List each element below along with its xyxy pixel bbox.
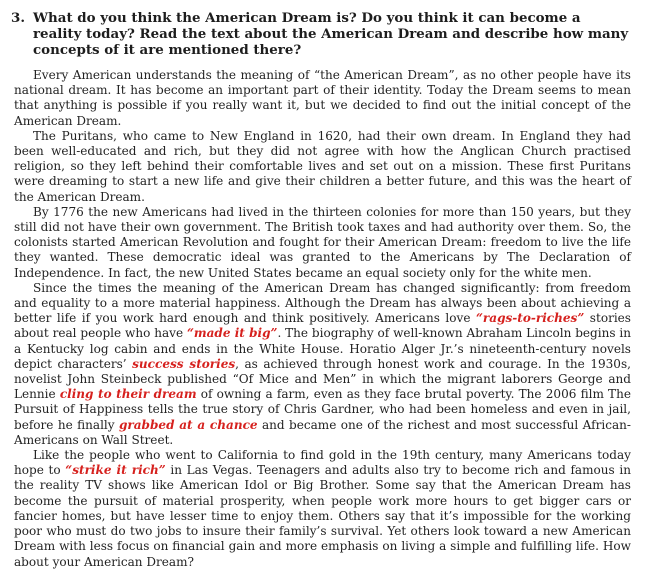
highlighted-phrase: “strike it rich” [65,463,166,478]
highlighted-phrase: success stories [132,356,236,371]
paragraph-text: stories about real people who have [14,311,631,341]
paragraph-text: Since the times the meaning of the American Dream has changed significantly: from freedom and equality to a more material happiness. Although the Dream has always been about achieving a better life if you work hard enough and think positively. Americans love [14,280,631,326]
highlighted-phrase: “made it big” [186,326,278,341]
task-question: What do you think the American Dream is? Do you think it can become a reality today? Read the text about the American Dream and describe how many concepts of it are mentioned there? [33,10,629,58]
paragraph-text: of owning a farm, even as they face brutal poverty. The 2006 film The Pursuit of Happiness tells the true story of Chris Gardner, who had been homeless and even in jail, before he finally [14,387,631,432]
task-number: 3. [11,10,25,26]
paragraph-text: The Puritans, who came to New England in 1620, had their own dream. In England they had been well-educated and rich, but they did not agree with how the Anglican Church practised religion, so they left behind their comfortable lives and set out on a mission. These first Puritans were dreaming to start a new life and give their children a better future, and this was the heart of the American Dream. [14,128,631,204]
paragraph-text: and became one of the richest and most successful African-Americans on Wall Street. [14,417,631,447]
paragraph-4 [14,281,631,448]
highlighted-phrase: “rags-to-riches” [475,311,585,326]
paragraph-text: . The biography of well-known Abraham Lincoln begins in a Kentucky log cabin and ends in the White House. Horatio Alger Jr.’s nineteenth-century novels depict characters’ [14,326,632,371]
highlighted-phrase: grabbed at a chance [118,417,258,432]
paragraph-text: Like the people who went to California to find gold in the 19th century, many Americans today hope to [14,448,631,478]
paragraph-text: By 1776 the new Americans had lived in the thirteen colonies for more than 150 years, but they still did not have their own government. The British took taxes and had authority over them. So, the colonists started American Revolution and fought for their American Dream: freedom to live the life they wanted. These democratic ideal was granted to the Americans by The Declaration of Independence. In fact, the new United States became an equal society only for the white men. [14,204,631,280]
task-heading [11,10,633,58]
paragraph-text: in Las Vegas. Teenagers and adults also try to become rich and famous in the reality TV shows like American Idol or Big Brother. Some say that the American Dream has become the pursuit of material prosperity, when people work more hours to get bigger cars or fancier homes, but have lesser time to enjoy them. Others say that it’s impossible for the working poor who must do two jobs to insure their family’s survival. Yet others look toward a new American Dream with less focus on financial gain and more emphasis on living a simple and fulfilling life. How about your American Dream? [14,463,632,569]
paragraph-5 [14,448,631,570]
paragraph-1 [14,68,631,129]
paragraph-text: , as achieved through honest work and courage. In the 1930s, novelist John Steinbeck published “Of Mice and Men” in which the migrant laborers George and Lennie [14,356,631,402]
highlighted-phrase: cling to their dream [59,387,197,402]
paragraph-text: Every American understands the meaning of “the American Dream”, as no other people have its national dream. It has become an important part of their identity. Today the Dream seems to mean that anything is possible if you really want it, but we decided to find out the initial concept of the American Dream. [14,68,631,128]
paragraph-3 [14,205,631,281]
paragraph-2 [14,129,631,205]
reading-text [14,68,631,570]
